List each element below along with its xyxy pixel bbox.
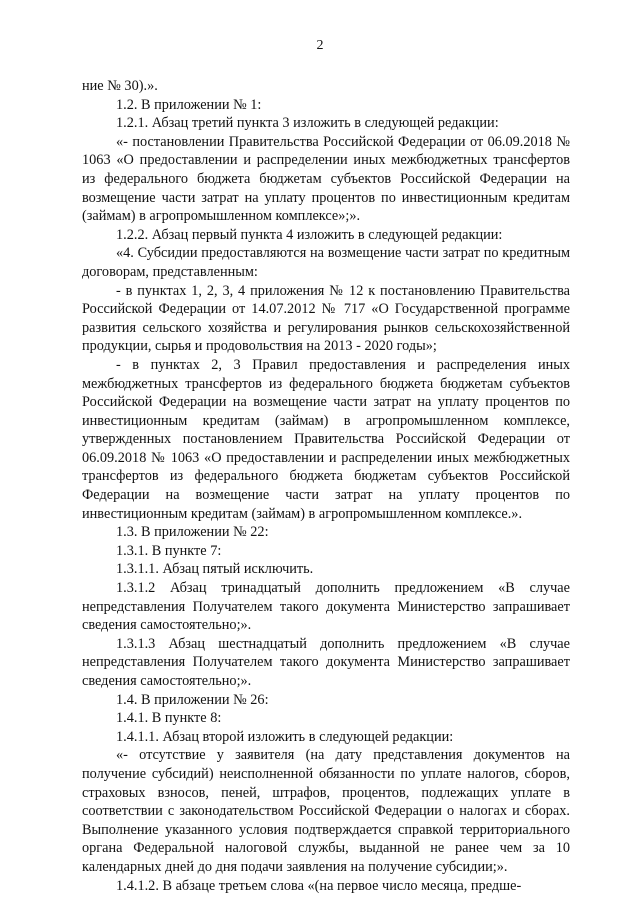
paragraph-1-4: 1.4. В приложении № 26: <box>116 691 269 708</box>
paragraph-1-2-2: 1.2.2. Абзац первый пункта 4 изложить в следующей редакции: <box>116 226 503 243</box>
paragraph-1-2-2-quote: «4. Субсидии предоставляются на возмещение части затрат по кредитным договорам, представленным: <box>82 245 570 280</box>
paragraph-1-2-1: 1.2.1. Абзац третий пункта 3 изложить в следующей редакции: <box>116 115 499 132</box>
paragraph-1-4-1-2: 1.4.1.2. В абзаце третьем слова «(на первое число месяца, предше- <box>116 877 522 894</box>
page-number: 2 <box>316 38 324 53</box>
paragraph-1-3-1-2: 1.3.1.2 Абзац тринадцатый дополнить предложением «В случае непредставления Получателем такого документа Министерство запрашивает сведения самостоятельно;». <box>82 580 570 634</box>
paragraph-1-4-1: 1.4.1. В пункте 8: <box>116 710 222 727</box>
paragraph-1-2: 1.2. В приложении № 1: <box>116 96 262 113</box>
paragraph-1-4-1-1-quote: «- отсутствие у заявителя (на дату представления документов на получение субсидий) неисполненной обязанности по уплате налогов, сборов, страховых взносов, пеней, штрафов, процентов, подлежащих уплате в соответствии с законодательством Российской Федерации о налогах и сборах. Выполнение указанного условия подтверждается справкой территориального органа Федеральной налоговой службы, выданной не ранее чем за 10 календарных дней до дня подачи заявления на получение субсидии;». <box>82 747 570 875</box>
paragraph-1-2-2-item-1: - в пунктах 1, 2, 3, 4 приложения № 12 к постановлению Правительства Российской Федерации от 14.07.2012 № 717 «О Государственной программе развития сельского хозяйства и регулирования рынков сельскохозяйственной продукции, сырья и продовольствия на 2013 - 2020 годы»; <box>82 282 570 355</box>
paragraph-1-3-1-3: 1.3.1.3 Абзац шестнадцатый дополнить предложением «В случае непредставления Получателем такого документа Министерство запрашивает сведения самостоятельно;». <box>82 635 570 689</box>
paragraph-1-2-1-quote: «- постановлении Правительства Российской Федерации от 06.09.2018 № 1063 «О предоставлении и распределении иных межбюджетных трансфертов из федерального бюджета бюджетам субъектов Российской Федерации на возмещение части затрат на уплату процентов по инвестиционным кредитам (займам) в агропромышленном комплексе»;». <box>82 133 570 225</box>
paragraph-1-3: 1.3. В приложении № 22: <box>116 524 269 541</box>
paragraph-1-3-1-1: 1.3.1.1. Абзац пятый исключить. <box>116 561 314 578</box>
paragraph-1-2-2-item-2: - в пунктах 2, 3 Правил предоставления и распределения иных межбюджетных трансфертов из федерального бюджета бюджетам субъектов Российской Федерации на возмещение части затрат на уплату процентов по инвестиционным кредитам (займам) в агропромышленном комплексе, утвержденных постановлением Правительства Российской Федерации от 06.09.2018 № 1063 «О предоставлении и распределении иных межбюджетных трансфертов из федерального бюджета бюджетам субъектов Российской Федерации на возмещение части затрат на уплату процентов по инвестиционным кредитам (займам) в агропромышленном комплексе.». <box>82 356 570 522</box>
paragraph-1-4-1-1: 1.4.1.1. Абзац второй изложить в следующей редакции: <box>116 728 454 745</box>
paragraph-1-3-1: 1.3.1. В пункте 7: <box>116 542 222 559</box>
document-body <box>82 77 570 895</box>
paragraph-continuation: ние № 30).». <box>82 78 158 94</box>
